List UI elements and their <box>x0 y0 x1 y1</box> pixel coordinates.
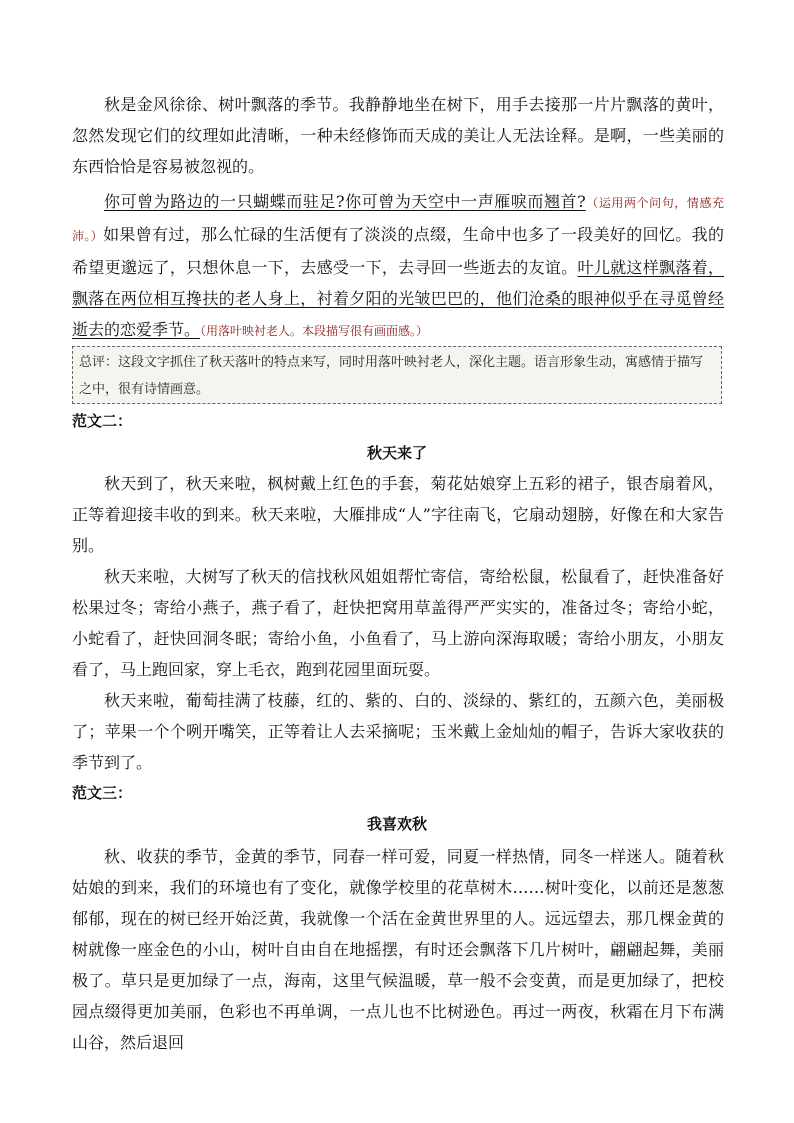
underlined-leaf-sentence: 叶儿就这样飘落着，飘落在两位相互搀扶的老人身上，衬着夕阳的光皱巴巴的，他们沧桑的眼神似乎在寻觅曾经逝去的恋爱季节。 <box>72 258 724 339</box>
annotation-note-2: （用落叶映衬老人。本段描写很有画面感。） <box>200 324 429 338</box>
annotation-note-1: （运用两个问句，情感充沛。） <box>72 196 724 243</box>
section-label-3: 范文三： <box>72 784 133 802</box>
section-label-2: 范文二： <box>72 412 133 430</box>
summary-comment-box: 总评：这段文字抓住了秋天落叶的特点来写，同时用落叶映衬老人，深化主题。语言形象生动，寓感情于描写之中，很有诗情画意。 <box>72 346 722 404</box>
essay-title-3: 我喜欢秋 <box>366 815 427 833</box>
essay3-paragraph-1: 秋、收获的季节，金黄的季节，同春一样可爱，同夏一样热情，同冬一样迷人。随着秋姑娘的到来，我们的环境也有了变化，就像学校里的花草树木……树叶变化，以前还是葱葱郁郁，现在的树已经开始泛黄，我就像一个活在金黄世界里的人。远远望去，那几棵金黄的树就像一座金色的小山，树叶自由自在地摇摆，有时还会飘落下几片树叶，翩翩起舞，美丽极了。草只是更加绿了一点，海南，这里气候温暖，草一般不会变黄，而是更加绿了，把校园点缀得更加美丽，色彩也不再单调，一点儿也不比树逊色。再过一两夜，秋霜在月下布满山谷，然后退回 <box>72 847 724 1052</box>
paragraph-1: 秋是金风徐徐、树叶飘落的季节。我静静地坐在树下，用手去接那一片片飘落的黄叶，忽然发现它们的纹理如此清晰，一种未经修饰而天成的美让人无法诠释。是啊，一些美丽的东西恰恰是容易被忽视的。 <box>72 95 724 176</box>
essay2-paragraph-2: 秋天来啦，大树写了秋天的信找秋风姐姐帮忙寄信，寄给松鼠，松鼠看了，赶快准备好松果过冬；寄给小燕子，燕子看了，赶快把窝用草盖得严严实实的，准备过冬；寄给小蛇，小蛇看了，赶快回洞冬眠；寄给小鱼，小鱼看了，马上游向深海取暖；寄给小朋友，小朋友看了，马上跑回家，穿上毛衣，跑到花园里面玩耍。 <box>72 567 724 679</box>
essay-title-2: 秋天来了 <box>366 444 427 462</box>
paragraph-2 <box>72 186 724 347</box>
essay2-paragraph-1: 秋天到了，秋天来啦，枫树戴上红色的手套，菊花姑娘穿上五彩的裙子，银杏扇着风，正等着迎接丰收的到来。秋天来啦，大雁排成“人”字往南飞，它扇动翅膀，好像在和大家告别。 <box>72 474 724 555</box>
essay2-paragraph-3: 秋天来啦，葡萄挂满了枝藤，红的、紫的、白的、淡绿的、紫红的，五颜六色，美丽极了；苹果一个个咧开嘴笑，正等着让人去采摘呢；玉米戴上金灿灿的帽子，告诉大家收获的季节到了。 <box>72 691 724 772</box>
paragraph-2-text: 如果曾有过，那么忙碌的生活便有了淡淡的点缀，生命中也多了一段美好的回忆。我的希望更邈远了，只想休息一下，去感受一下，去寻回一些逝去的友谊。 <box>72 225 724 277</box>
underlined-question-sentence: 你可曾为路边的一只蝴蝶而驻足?你可曾为天空中一声雁唳而翘首? <box>104 192 586 211</box>
